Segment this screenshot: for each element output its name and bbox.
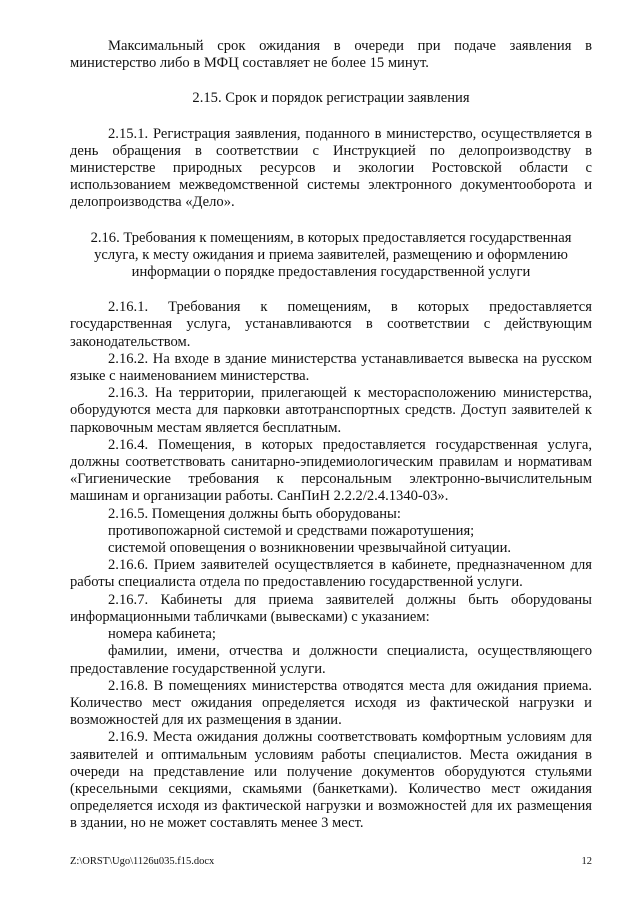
paragraph-2-16-7: 2.16.7. Кабинеты для приема заявителей должны быть оборудованы информационными табличками (вывесками) с указанием: [70, 591, 592, 625]
page-footer [70, 856, 592, 868]
list-item-alert-system: системой оповещения о возникновении чрезвычайной ситуации. [108, 540, 512, 557]
paragraph-2-16-4: 2.16.4. Помещения, в которых предоставляется государственная услуга, должны соответствовать санитарно-эпидемиологическим правилам и нормативам «Гигиенические требования к персональным электронно-вычислительным машинам и организации работы. СанПиН 2.2.2/2.4.1340-03». [70, 436, 592, 505]
paragraph-2-16-3: 2.16.3. На территории, прилегающей к месторасположению министерства, оборудуются места для парковки автотранспортных средств. Доступ заявителей к парковочным местам является бесплатным. [70, 385, 592, 436]
page-number: 12 [581, 856, 592, 867]
heading-2-15: 2.15. Срок и порядок регистрации заявления [192, 90, 470, 107]
paragraph-2-16-9: 2.16.9. Места ожидания должны соответствовать комфортным условиям для заявителей и оптимальным условиям работы специалистов. Места ожидания в очереди на представление или получение документов оборудуются стульями (кресельными секциями, скамьями (банкетками). Количество мест ожидания определяется исходя из фактической нагрузки и возможностей для их размещения в здании, но не может составлять менее 3 мест. [70, 729, 592, 832]
paragraph-2-16-2: 2.16.2. На входе в здание министерства устанавливается вывеска на русском языке с наименованием министерства. [70, 350, 592, 385]
list-item-specialist-name: фамилии, имени, отчества и должности специалиста, осуществляющего предоставление государственной услуги. [70, 643, 592, 677]
paragraph-2-16-1: 2.16.1. Требования к помещениям, в которых предоставляется государственная услуга, устанавливаются в соответствии с действующим законодательством. [70, 299, 592, 350]
paragraph-2-16-8: 2.16.8. В помещениях министерства отводятся места для ожидания приема. Количество мест ожидания определяется исходя из фактической нагрузки и возможностей для их размещения в здании. [70, 677, 592, 729]
list-item-fire-system: противопожарной системой и средствами пожаротушения; [108, 522, 475, 539]
document-body [70, 38, 592, 833]
list-item-room-number: номера кабинета; [108, 626, 216, 643]
paragraph-2-16-5: 2.16.5. Помещения должны быть оборудованы: [108, 505, 401, 522]
paragraph-2-16-6: 2.16.6. Прием заявителей осуществляется в кабинете, предназначенном для работы специалиста отдела по предоставлению государственной услуги. [70, 557, 592, 591]
footer-file-path: Z:\ORST\Ugo\1126u035.f15.docx [70, 856, 215, 867]
paragraph-queue-time: Максимальный срок ожидания в очереди при подаче заявления в министерство либо в МФЦ составляет не более 15 минут. [70, 38, 592, 72]
heading-2-16: 2.16. Требования к помещениям, в которых предоставляется государственная услуга, к месту ожидания и приема заявителей, размещению и оформлению информации о порядке предоставления государственной услуги [90, 229, 572, 281]
paragraph-2-15-1: 2.15.1. Регистрация заявления, поданного в министерство, осуществляется в день обращения в соответствии с Инструкцией по делопроизводству в министерстве природных ресурсов и экологии Ростовской области с использованием межведомственной системы электронного документооборота и делопроизводства «Дело». [70, 125, 592, 211]
